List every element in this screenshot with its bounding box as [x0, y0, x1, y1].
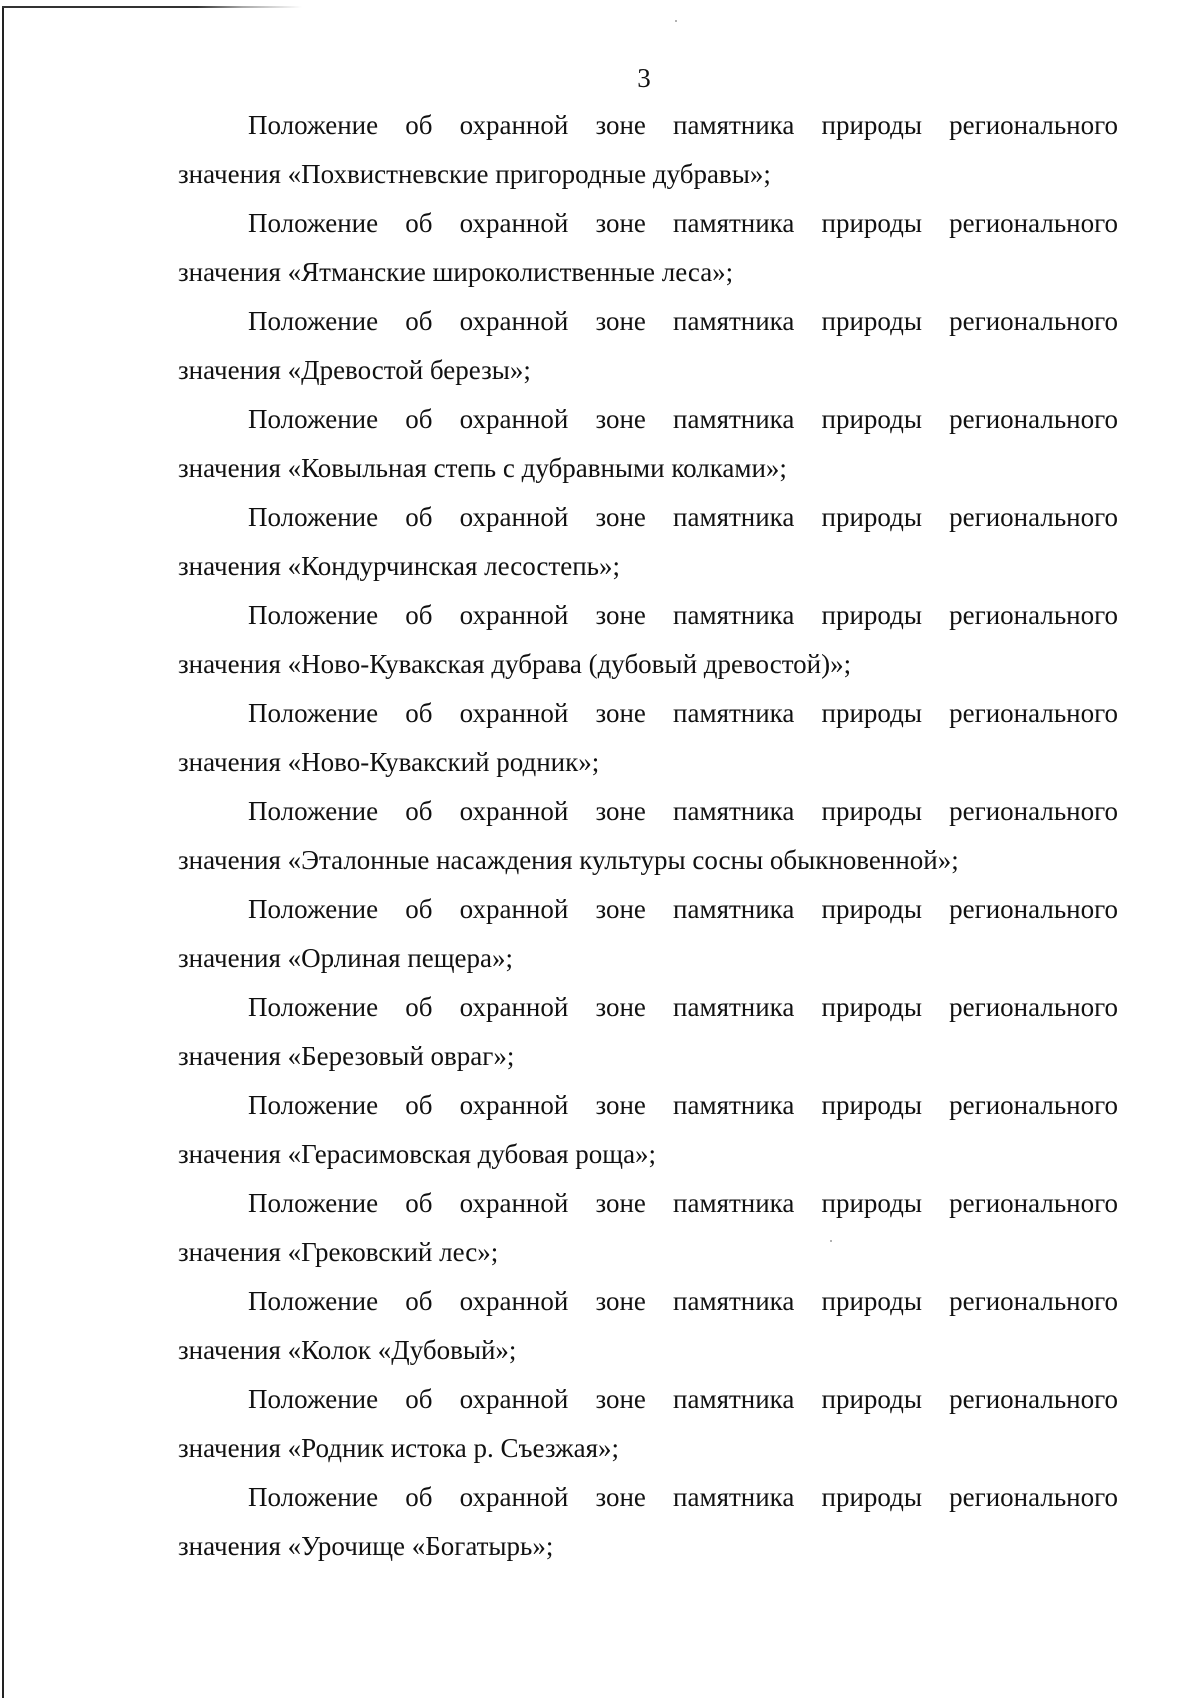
paragraph-entry [178, 493, 1118, 591]
paragraph-line-1: Положение об охранной зоне памятника природы регионального [248, 1286, 1118, 1316]
paragraph-entry [178, 199, 1118, 297]
paragraph-line-2: значения «Эталонные насаждения культуры сосны обыкновенной»; [178, 845, 959, 875]
paragraph-line-1: Положение об охранной зоне памятника природы регионального [248, 306, 1118, 336]
paragraph-entry [178, 689, 1118, 787]
paragraph-line-1: Положение об охранной зоне памятника природы регионального [248, 698, 1118, 728]
paragraph-entry [178, 395, 1118, 493]
paragraph-line-1: Положение об охранной зоне памятника природы регионального [248, 110, 1118, 140]
paragraph-line-2: значения «Грековский лес»; [178, 1237, 499, 1267]
paragraph-line-1: Положение об охранной зоне памятника природы регионального [248, 894, 1118, 924]
paragraph-line-2: значения «Колок «Дубовый»; [178, 1335, 517, 1365]
paragraph-line-1: Положение об охранной зоне памятника природы регионального [248, 208, 1118, 238]
paragraph-line-2: значения «Орлиная пещера»; [178, 943, 514, 973]
paragraph-line-1: Положение об охранной зоне памятника природы регионального [248, 502, 1118, 532]
paragraph-entry [178, 297, 1118, 395]
paragraph-line-2: значения «Березовый овраг»; [178, 1041, 515, 1071]
paragraph-line-2: значения «Похвистневские пригородные дубравы»; [178, 159, 771, 189]
paragraph-entry [178, 885, 1118, 983]
paragraph-line-1: Положение об охранной зоне памятника природы регионального [248, 1090, 1118, 1120]
paragraph-entry [178, 1473, 1118, 1571]
paragraph-entry [178, 983, 1118, 1081]
paragraph-line-1: Положение об охранной зоне памятника природы регионального [248, 404, 1118, 434]
scan-speck [675, 20, 677, 22]
paragraph-line-1: Положение об охранной зоне памятника природы регионального [248, 600, 1118, 630]
paragraph-line-1: Положение об охранной зоне памятника природы регионального [248, 796, 1118, 826]
paragraph-line-1: Положение об охранной зоне памятника природы регионального [248, 992, 1118, 1022]
paragraph-line-1: Положение об охранной зоне памятника природы регионального [248, 1188, 1118, 1218]
paragraph-entry [178, 1081, 1118, 1179]
page-number: 3 [637, 63, 651, 93]
paragraph-entry [178, 1179, 1118, 1277]
paragraph-line-2: значения «Ново-Кувакская дубрава (дубовый древостой)»; [178, 649, 852, 679]
paragraph-line-2: значения «Древостой березы»; [178, 355, 531, 385]
paragraph-entry [178, 591, 1118, 689]
paragraph-entry [178, 1375, 1118, 1473]
paragraph-entry [178, 787, 1118, 885]
scan-border-top [2, 6, 302, 8]
paragraph-line-1: Положение об охранной зоне памятника природы регионального [248, 1384, 1118, 1414]
paragraph-line-2: значения «Родник истока р. Съезжая»; [178, 1433, 620, 1463]
paragraph-line-2: значения «Герасимовская дубовая роща»; [178, 1139, 657, 1169]
paragraph-entry [178, 101, 1118, 199]
paragraph-entry [178, 1277, 1118, 1375]
paragraph-line-2: значения «Ново-Кувакский родник»; [178, 747, 600, 777]
paragraph-line-2: значения «Урочище «Богатырь»; [178, 1531, 554, 1561]
paragraph-line-2: значения «Кондурчинская лесостепь»; [178, 551, 620, 581]
scan-border-left [2, 8, 4, 1698]
paragraph-line-2: значения «Ятманские широколиственные леса»; [178, 257, 734, 287]
document-body [178, 101, 1118, 1571]
paragraph-line-1: Положение об охранной зоне памятника природы регионального [248, 1482, 1118, 1512]
paragraph-line-2: значения «Ковыльная степь с дубравными колками»; [178, 453, 787, 483]
